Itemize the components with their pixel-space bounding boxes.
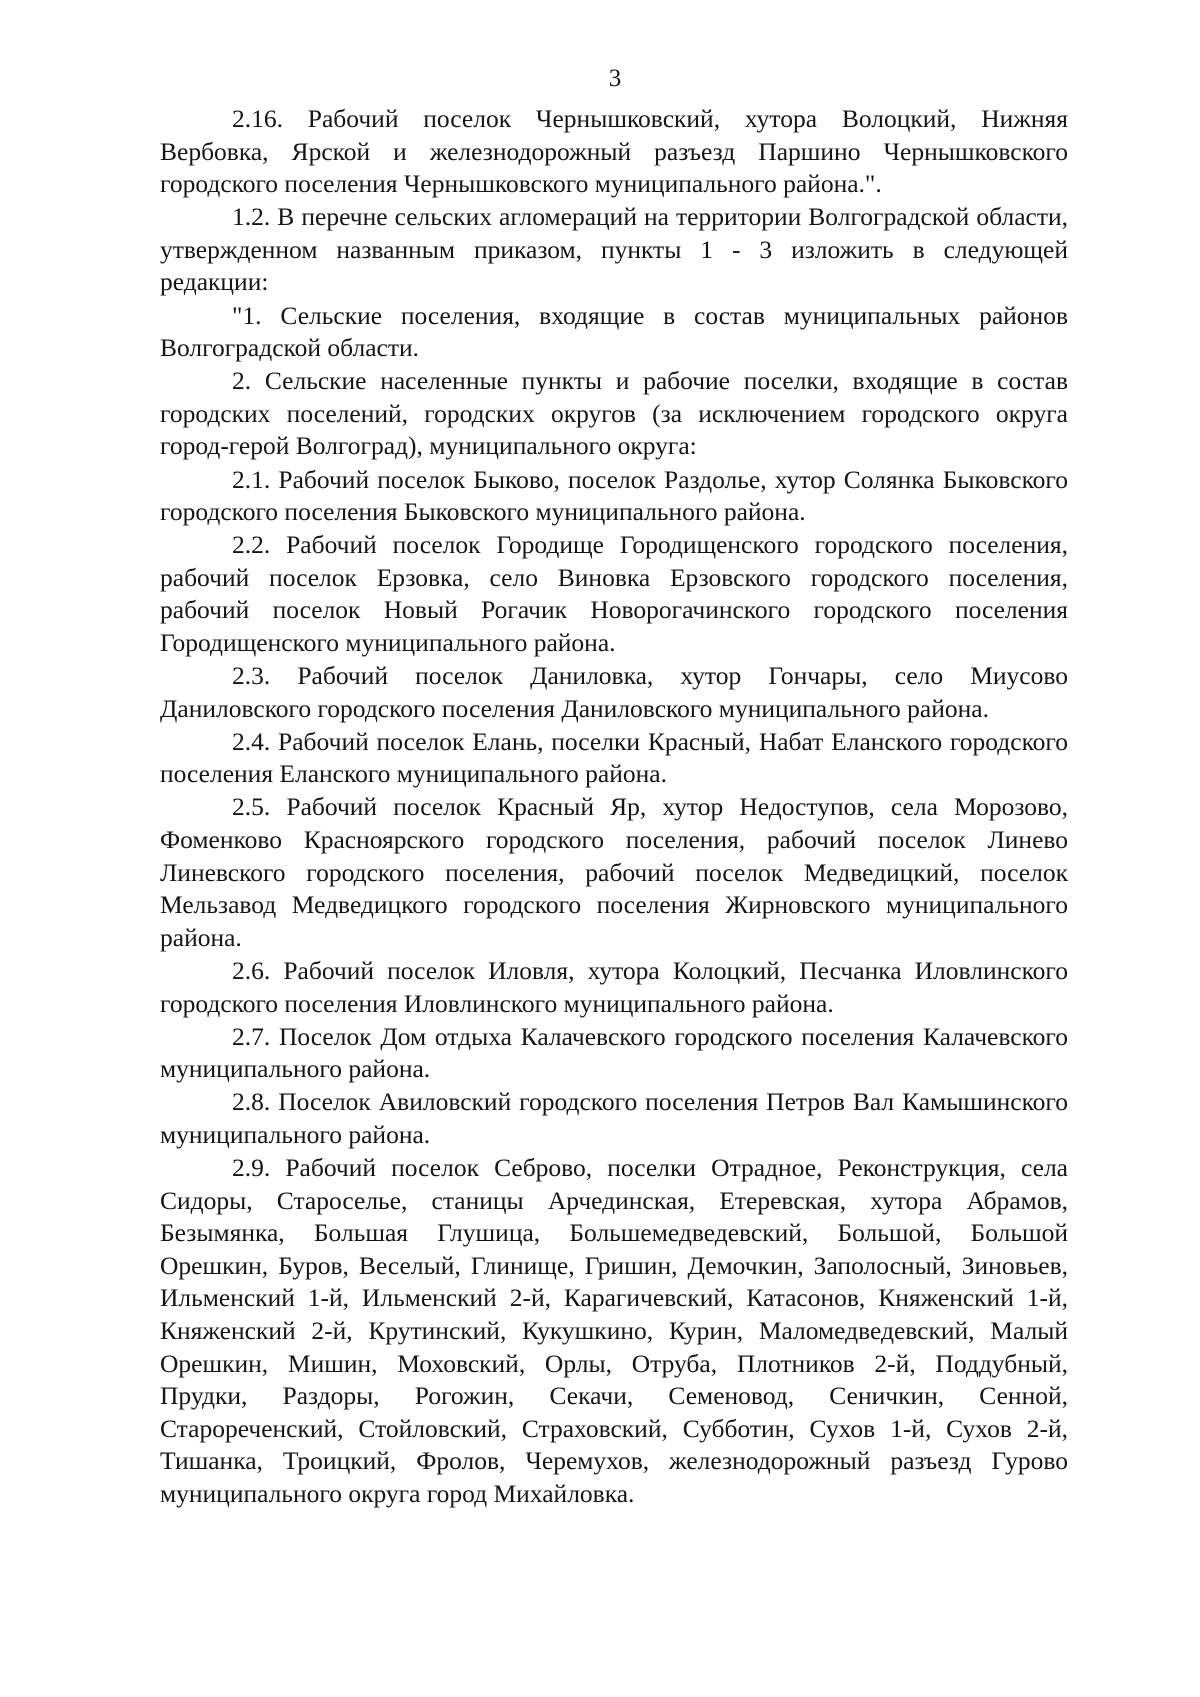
paragraph-2-16: 2.16. Рабочий поселок Чернышковский, хутора Волоцкий, Нижняя Вербовка, Ярской и железнодорожный разъезд Паршино Чернышковского городского поселения Чернышковского муниципального района.". bbox=[160, 104, 1068, 199]
paragraph-2-3: 2.3. Рабочий поселок Даниловка, хутор Гончары, село Миусово Даниловского городского поселения Даниловского муниципального района. bbox=[160, 661, 1068, 723]
document-body bbox=[160, 103, 1068, 1511]
paragraph-2-4: 2.4. Рабочий поселок Елань, поселки Красный, Набат Еланского городского поселения Еланского муниципального района. bbox=[160, 726, 1068, 789]
paragraph-2-9: 2.9. Рабочий поселок Себрово, поселки Отрадное, Реконструкция, села Сидоры, Староселье, станицы Арчединская, Етеревская, хутора Абрамов, Безымянка, Большая Глушица, Большемедведевский, Большой, Большой Орешкин, Буров, Веселый, Глинище, Гришин, Демочкин, Заполосный, Зиновьев, Ильменский 1-й, Ильменский 2-й, Карагичевский, Катасонов, Княженский 1-й, Княженский 2-й, Крутинский, Кукушкино, Курин, Маломедведевский, Малый Орешкин, Мишин, Моховский, Орлы, Отруба, Плотников 2-й, Поддубный, Прудки, Раздоры, Рогожин, Секачи, Семеновод, Сеничкин, Сенной, Старореченский, Стойловский, Страховский, Субботин, Сухов 1-й, Сухов 2-й, Тишанка, Троицкий, Фролов, Черемухов, железнодорожный разъезд Гурово муниципального округа город Михайловка. bbox=[160, 1153, 1068, 1508]
paragraph-2-5: 2.5. Рабочий поселок Красный Яр, хутор Недоступов, села Морозово, Фоменково Красноярского городского поселения, рабочий поселок Линево Линевского городского поселения, рабочий поселок Медведицкий, поселок Мельзавод Медведицкого городского поселения Жирновского муниципального района. bbox=[160, 792, 1068, 952]
paragraph-2-2: 2.2. Рабочий поселок Городище Городищенского городского поселения, рабочий поселок Ерзовка, село Виновка Ерзовского городского поселения, рабочий поселок Новый Рогачик Новорогачинского городского поселения Городищенского муниципального района. bbox=[160, 530, 1068, 657]
page-number: 3 bbox=[608, 65, 622, 92]
paragraph-2: 2. Сельские населенные пункты и рабочие поселки, входящие в состав городских поселений, городских округов (за исключением городского округа город-герой Волгоград), муниципального округа: bbox=[160, 366, 1068, 461]
paragraph-2-6: 2.6. Рабочий поселок Иловля, хутора Колоцкий, Песчанка Иловлинского городского поселения Иловлинского муниципального района. bbox=[160, 955, 1068, 1018]
paragraph-1-2: 1.2. В перечне сельских агломераций на территории Волгоградской области, утвержденном названным приказом, пункты 1 - 3 изложить в следующей редакции: bbox=[160, 202, 1068, 297]
paragraph-2-1: 2.1. Рабочий поселок Быково, поселок Раздолье, хутор Солянка Быковского городского поселения Быковского муниципального района. bbox=[160, 464, 1068, 527]
paragraph-2-8: 2.8. Поселок Авиловский городского поселения Петров Вал Камышинского муниципального района. bbox=[160, 1087, 1068, 1149]
paragraph-2-7: 2.7. Поселок Дом отдыха Калачевского городского поселения Калачевского муниципального района. bbox=[160, 1021, 1068, 1084]
paragraph-1: "1. Сельские поселения, входящие в состав муниципальных районов Волгоградской области. bbox=[160, 300, 1068, 363]
